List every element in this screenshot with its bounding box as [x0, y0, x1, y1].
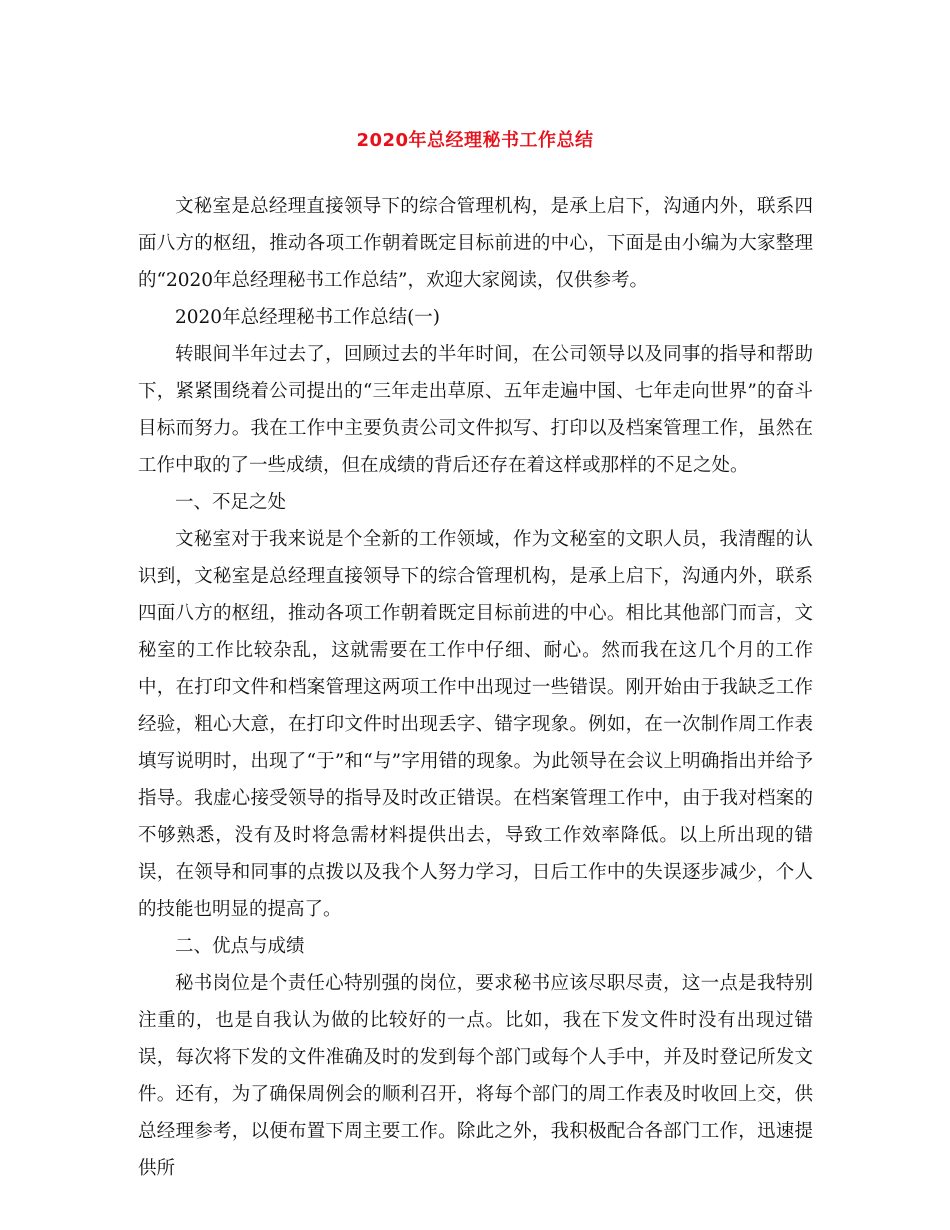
- section-heading: 2020年总经理秘书工作总结(一): [175, 307, 441, 328]
- paragraph-intro: 文秘室是总经理直接领导下的综合管理机构，是承上启下，沟通内外，联系四面八方的枢纽，推动各项工作朝着既定目标前进的中心，下面是由小编为大家整理的“2020年总经理秘书工作总结”，欢迎大家阅读，仅供参考。: [138, 196, 813, 291]
- subsection-heading: 一、不足之处: [175, 492, 287, 513]
- document-title: 2020年总经理秘书工作总结: [356, 130, 594, 151]
- document-body: [138, 188, 813, 1187]
- paragraph: 秘书岗位是个责任心特别强的岗位，要求秘书应该尽职尽责，这一点是我特别注重的，也是自我认为做的比较好的一点。比如，我在下发文件时没有出现过错误，每次将下发的文件准确及时的发到每个部门或每个人手中，并及时登记所发文件。还有，为了确保周例会的顺利召开，将每个部门的周工作表及时收回上交，供总经理参考，以便布置下周主要工作。除此之外，我积极配合各部门工作，迅速提供所: [138, 973, 813, 1179]
- paragraph: 转眼间半年过去了，回顾过去的半年时间，在公司领导以及同事的指导和帮助下，紧紧围绕着公司提出的“三年走出草原、五年走遍中国、七年走向世界”的奋斗目标而努力。我在工作中主要负责公司文件拟写、打印以及档案管理工作，虽然在工作中取的了一些成绩，但在成绩的背后还存在着这样或那样的不足之处。: [138, 344, 813, 476]
- paragraph: 文秘室对于我来说是个全新的工作领域，作为文秘室的文职人员，我清醒的认识到，文秘室是总经理直接领导下的综合管理机构，是承上启下，沟通内外，联系四面八方的枢纽，推动各项工作朝着既定目标前进的中心。相比其他部门而言，文秘室的工作比较杂乱，这就需要在工作中仔细、耐心。然而我在这几个月的工作中，在打印文件和档案管理这两项工作中出现过一些错误。刚开始由于我缺乏工作经验，粗心大意，在打印文件时出现丢字、错字现象。例如，在一次制作周工作表填写说明时，出现了“于”和“与”字用错的现象。为此领导在会议上明确指出并给予指导。我虚心接受领导的指导及时改正错误。在档案管理工作中，由于我对档案的不够熟悉，没有及时将急需材料提供出去，导致工作效率降低。以上所出现的错误，在领导和同事的点拨以及我个人努力学习，日后工作中的失误逐步减少，个人的技能也明显的提高了。: [138, 529, 813, 920]
- subsection-heading: 二、优点与成绩: [175, 936, 305, 957]
